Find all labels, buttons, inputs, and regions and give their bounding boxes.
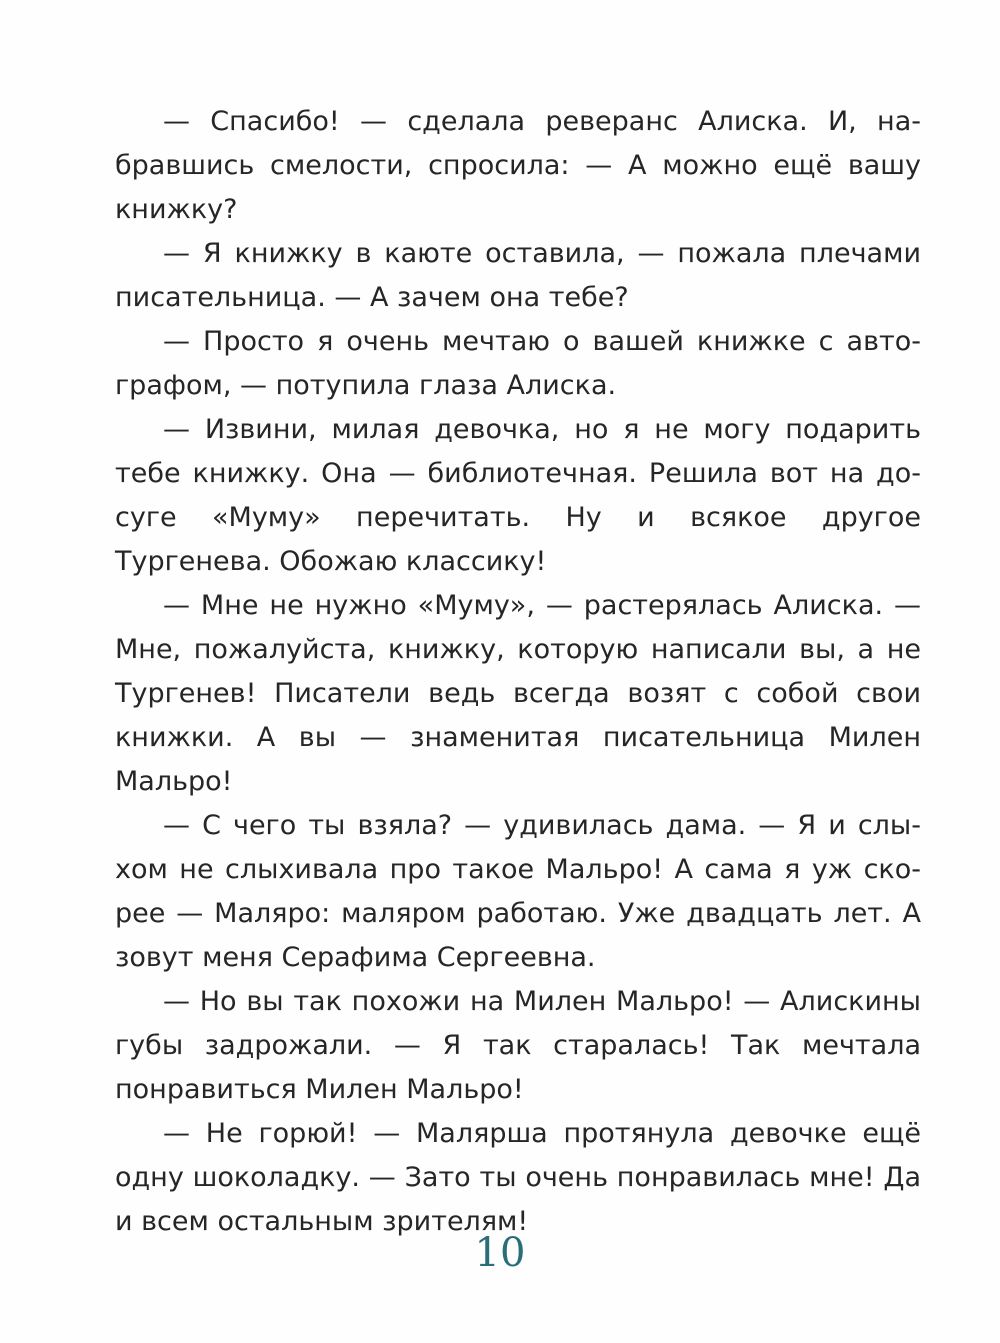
paragraph-6: — С чего ты взяла? — удивилась дама. — Я и слыхом не слыхивала про такое Мальро! А сама я уж скорее — Маляро: маляром работаю. Уже двадцать лет. А зовут меня Серафима Сергеевна. [115, 810, 921, 973]
paragraph-7: — Но вы так похожи на Милен Мальро! — Алискины губы задрожали. — Я так старалась! Так мечтала понравиться Милен Мальро! [115, 986, 921, 1105]
paragraph-3: — Просто я очень мечтаю о вашей книжке с автографом, — потупила глаза Алиска. [115, 326, 921, 401]
paragraph-2: — Я книжку в каюте оставила, — пожала плечами писательница. — А зачем она тебе? [115, 238, 921, 313]
paragraph-4: — Извини, милая девочка, но я не могу подарить тебе книжку. Она — библиотечная. Решила вот на досуге «Муму» перечитать. Ну и всякое другое Тургенева. Обожаю классику! [115, 414, 921, 577]
paragraph-5: — Мне не нужно «Муму», — растерялась Алиска. — Мне, пожалуйста, книжку, которую написали вы, а не Тургенев! Писатели ведь всегда возят с собой свои книжки. А вы — знаменитая писательница Милен Мальро! [115, 590, 921, 797]
story-text [115, 100, 921, 1244]
page-number: 10 [474, 1230, 526, 1276]
paragraph-8: — Не горюй! — Малярша протянула девочке ещё одну шоколадку. — Зато ты очень понравилась мне! Да и всем остальным зрителям! [115, 1118, 921, 1237]
paragraph-1: — Спасибо! — сделала реверанс Алиска. И, набравшись смелости, спросила: — А можно ещё вашу книжку? [115, 106, 921, 225]
